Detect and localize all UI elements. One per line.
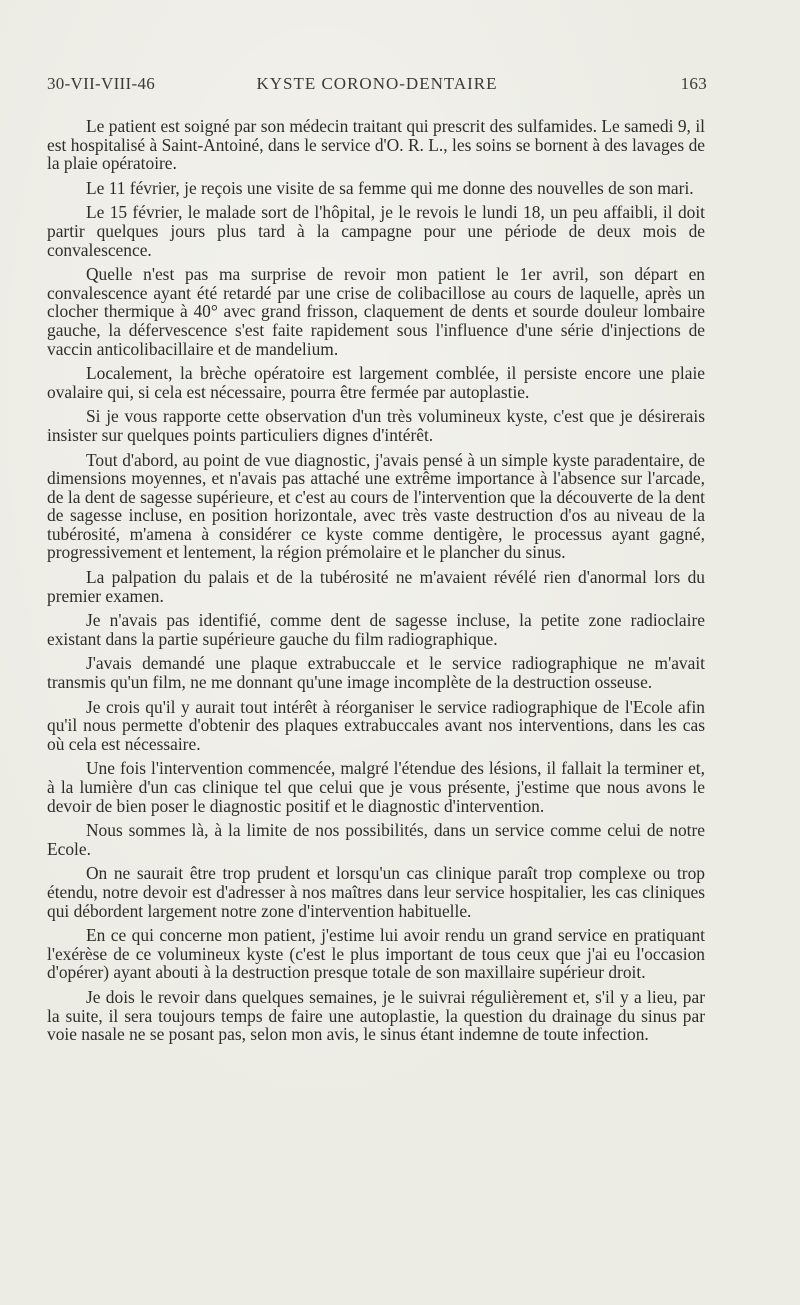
article-body bbox=[47, 117, 705, 1050]
header-title: KYSTE CORONO-DENTAIRE bbox=[256, 74, 498, 93]
paragraph: Le 11 février, je reçois une visite de sa femme qui me donne des nouvelles de son mari. bbox=[86, 177, 694, 198]
paragraph: La palpation du palais et de la tubérosité ne m'avaient révélé rien d'anormal lors du premier examen. bbox=[47, 567, 705, 606]
paragraph: Le 15 février, le malade sort de l'hôpital, je le revois le lundi 18, un peu affaibli, il doit partir quelques jours plus tard à la campagne pour une période de deux mois de convalescence. bbox=[47, 202, 705, 260]
paragraph: Localement, la brèche opératoire est largement comblée, il persiste encore une plaie ovalaire qui, si cela est nécessaire, pourra être fermée par autoplastie. bbox=[47, 363, 705, 402]
paragraph: Le patient est soigné par son médecin traitant qui prescrit des sulfamides. Le samedi 9, il est hospitalisé à Saint-Antoiné, dans le service d'O. R. L., les soins se bornent à des lavages de la plaie opératoire. bbox=[47, 116, 705, 174]
paragraph: J'avais demandé une plaque extrabuccale et le service radiographique ne m'avait transmis qu'un film, ne me donnant qu'une image incomplète de la destruction osseuse. bbox=[47, 653, 705, 693]
page-number: 163 bbox=[680, 74, 707, 93]
paragraph: Je n'avais pas identifié, comme dent de sagesse incluse, la petite zone radioclaire existant dans la partie supérieure gauche du film radiographique. bbox=[47, 610, 705, 649]
paragraph: On ne saurait être trop prudent et lorsqu'un cas clinique paraît trop complexe ou trop étendu, notre devoir est d'adresser à nos maîtres dans leur service hospitalier, les cas cliniques qui débordent largement notre zone d'intervention habituelle. bbox=[47, 863, 705, 921]
paragraph: Nous sommes là, à la limite de nos possibilités, dans un service comme celui de notre Ecole. bbox=[47, 820, 705, 859]
paragraph: En ce qui concerne mon patient, j'estime lui avoir rendu un grand service en pratiquant l'exérèse de ce volumineux kyste (c'est le plus important de tous ceux que j'ai eu l'occasion d'opérer) ayant abouti à la destruction presque totale de son maxillaire supérieur droit. bbox=[47, 925, 705, 983]
paragraph: Une fois l'intervention commencée, malgré l'étendue des lésions, il fallait la terminer et, à la lumière d'un cas clinique tel que celui que je vous présente, j'estime que nous avons le devoir de bien poser le diagnostic positif et le diagnostic d'intervention. bbox=[47, 758, 705, 816]
paragraph: Si je vous rapporte cette observation d'un très volumineux kyste, c'est que je désirerais insister sur quelques points particuliers dignes d'intérêt. bbox=[47, 406, 705, 445]
paragraph: Tout d'abord, au point de vue diagnostic, j'avais pensé à un simple kyste paradentaire, de dimensions moyennes, et n'avais pas attaché une extrême importance à l'absence sur l'arcade, de la dent de sagesse supérieure, et c'est au cours de l'intervention que la découverte de la dent de sagesse incluse, en position horizontale, avec très vaste destruction d'os au niveau de la tubérosité, m'amena à considérer ce kyste comme dentigère, le processus ayant gagné, progressivement et lentement, la région prémolaire et le plancher du sinus. bbox=[47, 449, 705, 563]
paragraph: Je dois le revoir dans quelques semaines, je le suivrai régulièrement et, s'il y a lieu, par la suite, il sera toujours temps de faire une autoplastie, la question du drainage du sinus par voie nasale ne se posant pas, selon mon avis, le sinus étant indemne de toute infection. bbox=[47, 986, 705, 1045]
paragraph: Je crois qu'il y aurait tout intérêt à réorganiser le service radiographique de l'Ecole afin qu'il nous permette d'obtenir des plaques extrabuccales avant nos interventions, dans les cas où cela est nécessaire. bbox=[47, 696, 705, 754]
running-header bbox=[47, 74, 707, 98]
paragraph: Quelle n'est pas ma surprise de revoir mon patient le 1er avril, son départ en convalescence ayant été retardé par une crise de colibacillose au cours de laquelle, après un clocher thermique à 40° avec grand frisson, claquement de dents et sourde douleur lombaire gauche, la défervescence s'est faite rapidement sous l'influence d'une série d'injections de vaccin anticolibacillaire et de mandelium. bbox=[47, 264, 705, 359]
header-date: 30-VII-VIII-46 bbox=[47, 74, 156, 93]
